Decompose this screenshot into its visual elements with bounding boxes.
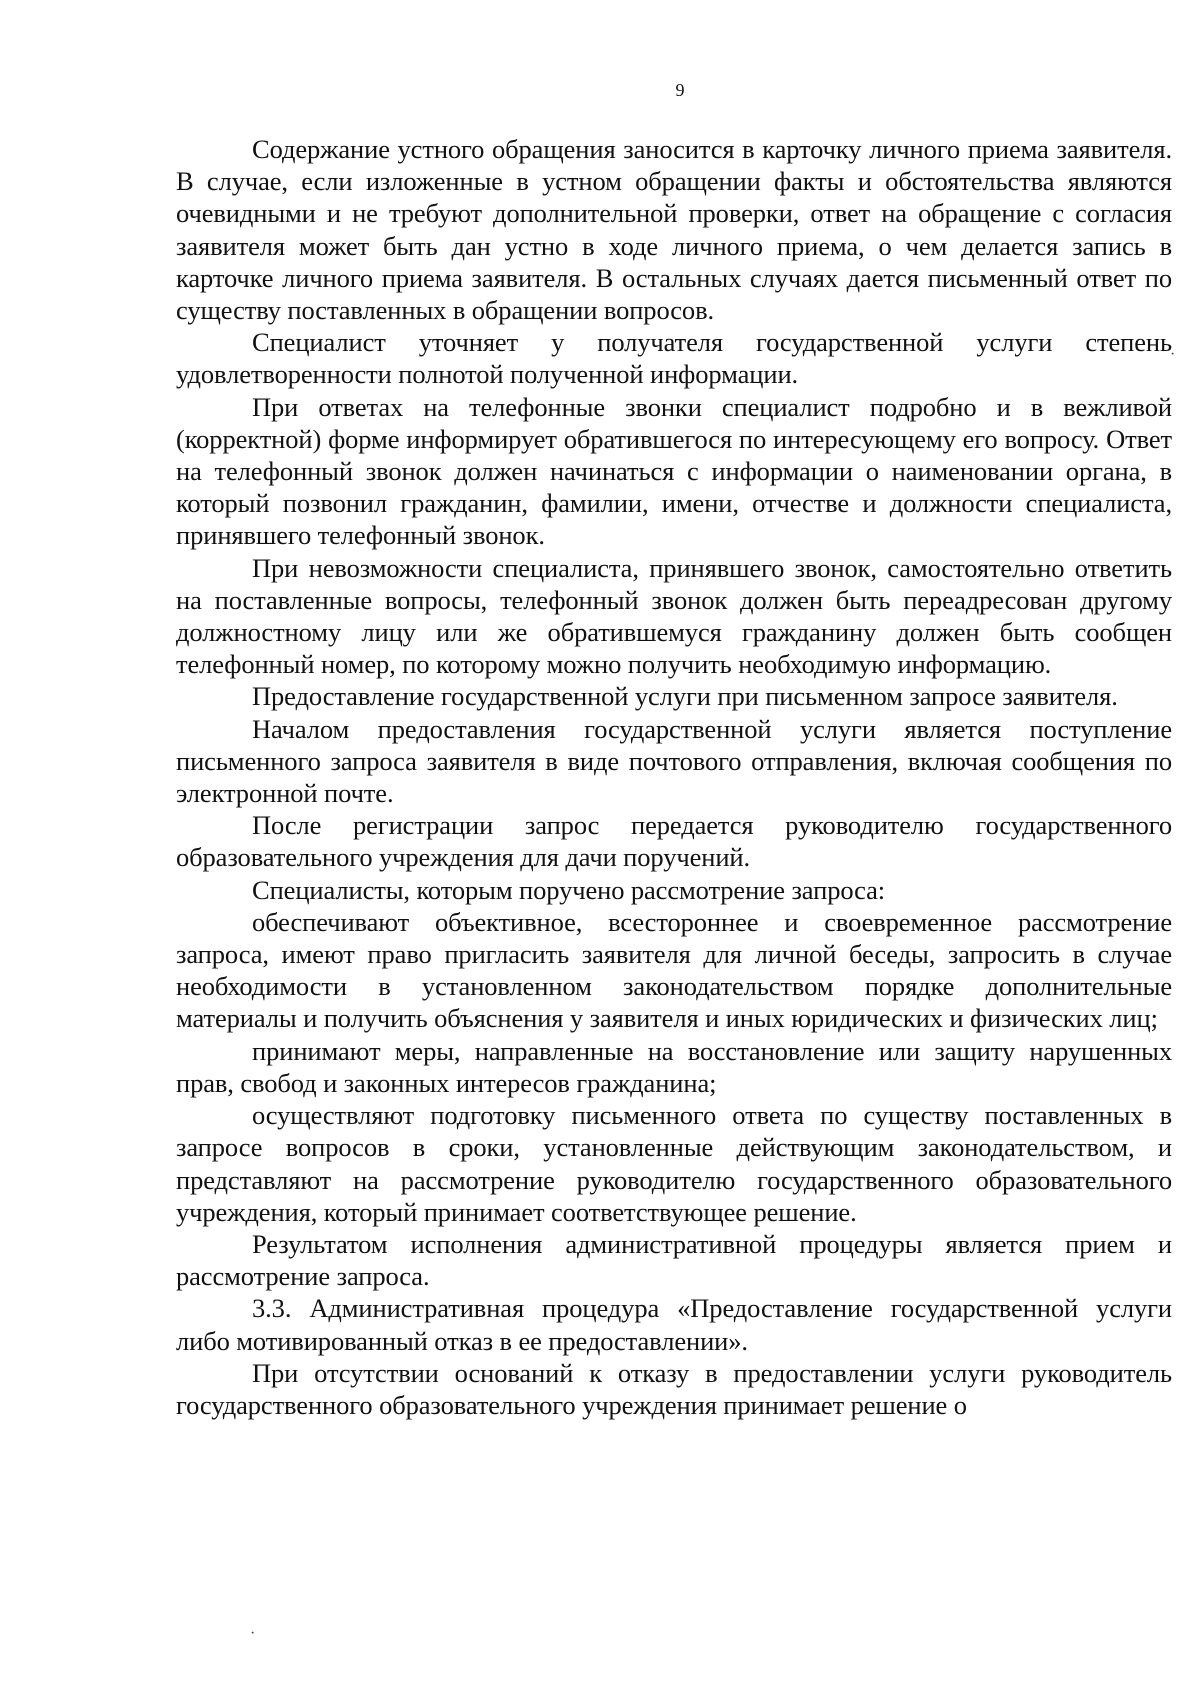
paragraph-specialists: Специалисты, которым поручено рассмотрение запроса:: [252, 874, 886, 905]
paragraph-phone-calls: При ответах на телефонные звонки специалист подробно и в вежливой (корректной) форме информирует обратившегося по интересующему его вопросу. Ответ на телефонный звонок должен начинаться с информации о наименовании органа, в который позвонил гражданин, фамилии, имени, отчестве и должности специалиста, принявшего телефонный звонок.: [176, 391, 1172, 551]
paragraph-result: Результатом исполнения административной процедуры является прием и рассмотрение запроса.: [176, 1228, 1172, 1292]
paragraph-decision: При отсутствии оснований к отказу в предоставлении услуги руководитель государственного образовательного учреждения принимает решение о: [176, 1357, 1172, 1420]
paragraph-redirect: При невозможности специалиста, принявшего звонок, самостоятельно ответить на поставленные вопросы, телефонный звонок должен быть переадресован другому должностному лицу или же обратившемуся гражданину должен быть сообщен телефонный номер, по которому можно получить необходимую информацию.: [176, 552, 1172, 680]
paragraph-measures: принимают меры, направленные на восстановление или защиту нарушенных прав, свобод и законных интересов гражданина;: [176, 1035, 1172, 1098]
paragraph-satisfaction: Специалист уточняет у получателя государственной услуги степень удовлетворенности полнотой полученной информации.: [176, 327, 1172, 390]
paragraph-written-request: Предоставление государственной услуги при письменном запросе заявителя.: [252, 681, 1118, 712]
paragraph-section-3-3: 3.3. Административная процедура «Предоставление государственной услуги либо мотивированный отказ в ее предоставлении».: [176, 1293, 1172, 1356]
paragraph-registration: После регистрации запрос передается руководителю государственного образовательного учреждения для дачи поручений.: [176, 810, 1172, 873]
paragraph-prepare-answer: осуществляют подготовку письменного ответа по существу поставленных в запросе вопросов в сроки, установленные действующим законодательством, и представляют на рассмотрение руководителю государственного образовательного учреждения, который принимает соответствующее решение.: [176, 1100, 1172, 1227]
paragraph-oral-appeal: Содержание устного обращения заносится в карточку личного приема заявителя. В случае, если изложенные в устном обращении факты и обстоятельства являются очевидными и не требуют дополнительной проверки, ответ на обращение с согласия заявителя может быть дан устно в ходе личного приема, о чем делается запись в карточке личного приема заявителя. В остальных случаях дается письменный ответ по существу поставленных в обращении вопросов.: [176, 134, 1172, 326]
paragraph-ensure: обеспечивают объективное, всестороннее и своевременное рассмотрение запроса, имеют право пригласить заявителя для личной беседы, запросить в случае необходимости в установленном законодательством порядке дополнительные материалы и получить объяснения у заявителя и иных юридических и физических лиц;: [176, 906, 1172, 1034]
page-number: 9: [675, 80, 685, 100]
scan-speck: ·: [1170, 346, 1176, 363]
scan-speck: ·: [250, 1625, 256, 1642]
document-body: [176, 133, 1172, 1421]
paragraph-start: Началом предоставления государственной услуги является поступление письменного запроса заявителя в виде почтового отправления, включая сообщения по электронной почте.: [176, 713, 1172, 809]
